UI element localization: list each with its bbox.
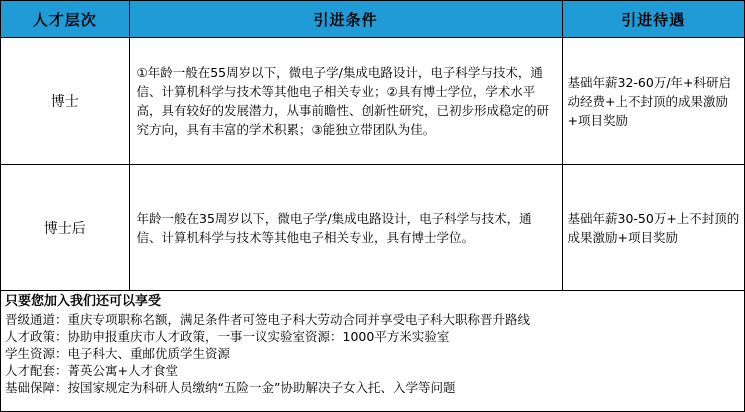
table-row-postdoc [1,165,744,291]
row-level: 博士后 [1,165,129,291]
header-conditions: 引进条件 [129,1,562,38]
benefit-line-housing: 人才配套：菁英公寓+人才食堂 [5,363,178,378]
benefits-section [1,291,744,396]
benefits-title: 只要您加入我们还可以享受 [5,294,162,309]
benefit-line-insurance: 基础保障：按国家规定为科研人员缴纳“五险一金”协助解决子女入托、入学等问题 [5,380,456,395]
row-level: 博士 [1,38,129,165]
header-level: 人才层次 [1,1,129,38]
row-conditions: 年龄一般在35周岁以下，微电子学/集成电路设计，电子科学与技术，通信、计算机科学与技术等其他电子相关专业，具有博士学位。 [129,165,562,291]
row-treatment: 基础年薪30-50万+上不封顶的成果激励+项目奖励 [562,165,744,291]
benefit-line-promotion: 晋级通道：重庆专项职称名额，满足条件者可签电子科大劳动合同并享受电子科大职称晋升路线 [5,312,531,327]
header-treatment: 引进待遇 [562,1,744,38]
table-row-phd [1,38,744,165]
benefit-line-students: 学生资源：电子科大、重邮优质学生资源 [5,346,231,361]
row-treatment: 基础年薪32-60万/年+科研启动经费+上不封顶的成果激励+项目奖励 [562,38,744,165]
talent-table [1,1,744,291]
benefit-line-policy: 人才政策：协助申报重庆市人才政策，一事一议实验室资源：1000平方米实验室 [5,329,450,344]
row-conditions: ①年龄一般在55周岁以下，微电子学/集成电路设计，电子科学与技术，通信、计算机科学与技术等其他电子相关专业；②具有博士学位，学术水平高，具有较好的发展潜力，从事前瞻性、创新性研究，已初步形成稳定的研究方向，具有丰富的学术积累；③能独立带团队为佳。 [129,38,562,165]
table-header-row [1,1,744,38]
